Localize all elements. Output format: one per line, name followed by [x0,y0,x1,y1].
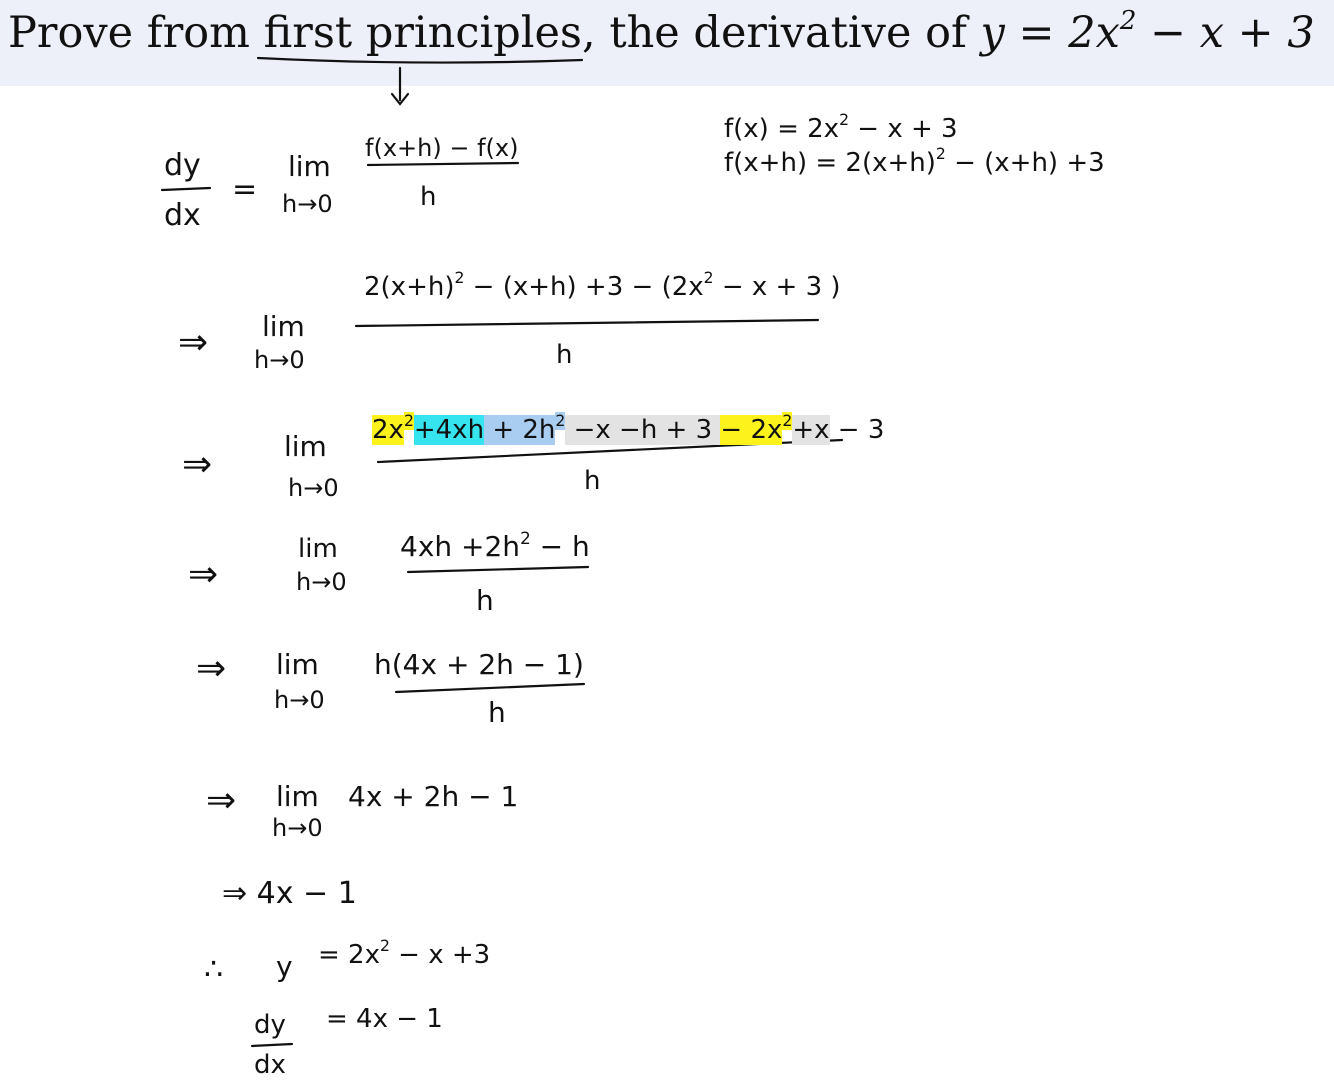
step5-denominator: h [488,696,506,729]
step4-lim: lim [298,534,338,564]
step5-lim: lim [276,648,319,681]
step2-lim: lim [262,310,305,343]
step2-implies-arrow: ⇒ [178,322,209,363]
fx-definition: $f(x) = 2x^2 - x + 3$ [724,111,958,144]
step6-expression: 4x + 2h − 1 [348,780,519,813]
step2-denominator: h [556,340,573,370]
step3-lim: lim [284,430,327,463]
step5-implies-arrow: ⇒ [196,648,227,689]
step6-implies-arrow: ⇒ [206,780,237,821]
dydx-numerator: dy [164,148,201,183]
fxh-definition: $f(x+h) = 2(x+h)^2 - (x+h) +3$ [724,145,1105,178]
step1-denominator: h [420,182,437,212]
step7-result: ⇒ 4x − 1 [222,876,357,911]
step4-lim-sub: h→0 [296,568,347,596]
title-equation: $y = 2x^2 - x + 3$ [980,6,1315,58]
step5-lim-sub: h→0 [274,686,325,714]
step1-equals: = [232,172,258,207]
step1-numerator: f(x+h) − f(x) [365,134,519,162]
final-dydx-bar [252,1044,292,1046]
final-dydx-denominator: dx [254,1050,286,1080]
step2-numerator: $2(x+h)^2 - (x+h) +3 - (2x^2 - x + 3$ ) [364,269,841,302]
conclusion-y: y [276,950,293,983]
conclusion-function: = $2x^2 - x +3$ [318,937,491,970]
final-dydx-numerator: dy [254,1010,286,1040]
step4-fraction-bar [408,567,588,572]
dydx-denominator: dx [164,198,201,233]
step3-lim-sub: h→0 [288,474,339,502]
title-text: Prove from first principles, the derivative of [8,8,981,58]
step3-denominator: h [584,466,601,496]
step6-lim: lim [276,780,319,813]
step1-lim: lim [288,150,331,183]
final-derivative: = 4x − 1 [326,1004,443,1034]
step5-fraction-bar [396,684,584,692]
step3-implies-arrow: ⇒ [182,444,213,485]
step5-numerator: h(4x + 2h − 1) [374,648,584,681]
step2-fraction-bar [356,320,818,326]
step4-implies-arrow: ⇒ [188,554,219,595]
step1-fraction-bar [368,163,518,165]
step4-numerator: $4xh +2h^2 - h$ [400,528,590,563]
step2-lim-sub: h→0 [254,346,305,374]
first-principles-underline [258,58,582,63]
dydx-bar [162,188,210,190]
step4-denominator: h [476,584,494,617]
step6-lim-sub: h→0 [272,814,323,842]
step1-lim-sub: h→0 [282,190,333,218]
therefore-symbol: ∴ [204,952,224,987]
step3-numerator: $2x^2+4xh + 2h^2 -x -h + 3 - 2x^2+x - 3$ [372,412,885,445]
